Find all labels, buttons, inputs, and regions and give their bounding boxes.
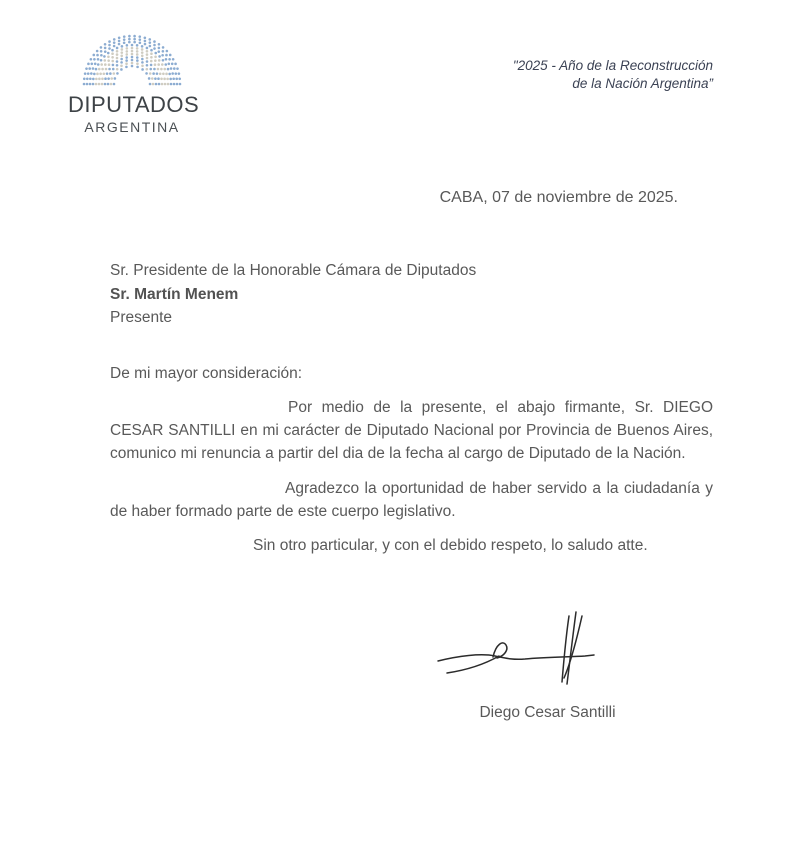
paragraph-resignation: Por medio de la presente, el abajo firmante, Sr. DIEGO CESAR SANTILLI en mi carácter de Diputado Nacional por Provincia de Buenos Aires, comunico mi renuncia a partir del dia de la fecha al cargo de Diputado de la Nación. xyxy=(110,399,713,462)
recipient-title: Sr. Presidente de la Honorable Cámara de Diputados xyxy=(110,262,477,279)
salutation: De mi mayor consideración: xyxy=(110,365,303,382)
date-line: CABA, 07 de noviembre de 2025. xyxy=(439,189,678,206)
motto-line-2: de la Nación Argentina” xyxy=(572,76,713,91)
diputados-logo xyxy=(68,30,200,135)
signer-name: Diego Cesar Santilli xyxy=(479,704,616,721)
year-motto xyxy=(513,57,713,93)
org-name: DIPUTADOS xyxy=(68,92,200,117)
letter-body xyxy=(110,396,713,557)
recipient-presente: Presente xyxy=(110,309,173,326)
recipient-block xyxy=(110,259,476,330)
org-subtitle: ARGENTINA xyxy=(84,119,180,135)
motto-line-1: "2025 - Año de la Reconstrucción xyxy=(512,58,713,73)
handwritten-signature-icon xyxy=(433,598,638,693)
paragraph-closing: Sin otro particular, y con el debido respeto, lo saludo atte. xyxy=(253,537,648,554)
hemicycle-dots-icon xyxy=(82,30,182,86)
recipient-name: Sr. Martín Menem xyxy=(110,285,239,303)
paragraph-thanks: Agradezco la oportunidad de haber servido a la ciudadanía y de haber formado parte de este cuerpo legislativo. xyxy=(110,480,713,520)
